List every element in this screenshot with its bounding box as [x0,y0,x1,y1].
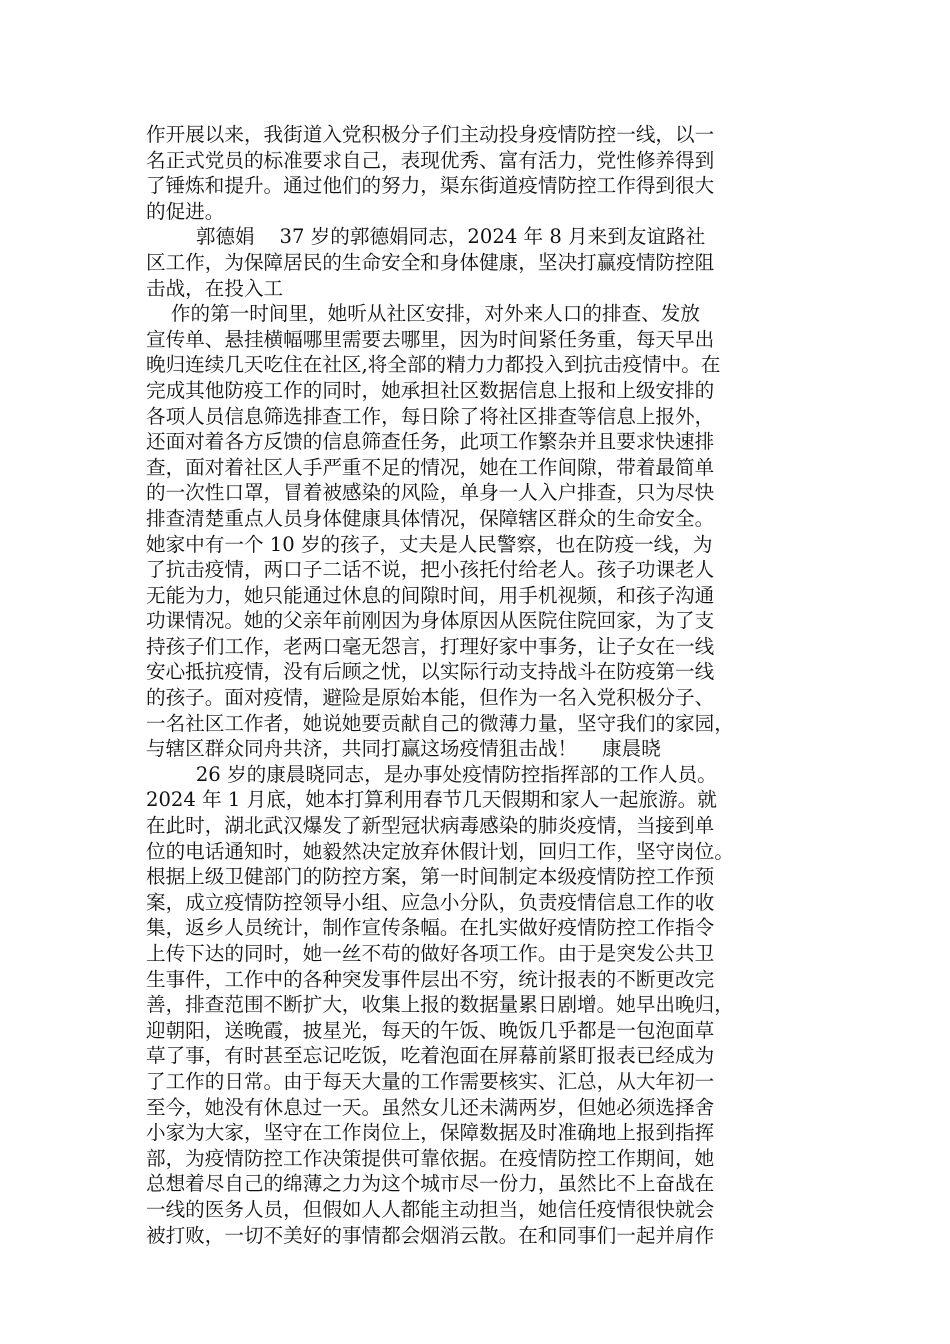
text-line: 查，面对着社区人手严重不足的情况，她在工作间隙，带着最简单 [146,455,715,479]
text-line: 的促进。 [146,199,225,223]
text-line: 被打败，一切不美好的事情都会烟消云散。在和同事们一起并肩作 [146,1223,715,1247]
text-line: 作的第一时间里，她听从社区安排，对外来人口的排查、发放 [146,302,700,326]
text-line: 晚归连续几天吃住在社区,将全部的精力力都投入到抗击疫情中。在 [146,353,721,377]
text-line: 部，为疫情防控工作决策提供可靠依据。在疫情防控工作期间，她 [146,1146,715,1170]
text-line: 一名社区工作者，她说她要贡献自己的微薄力量，坚守我们的家园， [146,711,734,735]
text-line: 安心抵抗疫情，没有后顾之忧，以实际行动支持战斗在防疫第一线 [146,660,715,684]
text-line: 集，返乡人员统计，制作宣传条幅。在扎实做好疫情防控工作指令 [146,916,715,940]
text-line: 郭德娟 37 岁的郭德娟同志，2024 年 8 月来到友谊路社 [146,225,706,249]
text-line: 无能为力，她只能通过休息的间隙时间，用手机视频，和孩子沟通 [146,583,715,607]
text-line: 生事件，工作中的各种突发事件层出不穷，统计报表的不断更改完 [146,967,715,991]
text-line: 一线的医务人员，但假如人人都能主动担当，她信任疫情很快就会 [146,1197,715,1221]
text-line: 位的电话通知时，她毅然决定放弃休假计划，回归工作，坚守岗位。 [146,839,734,863]
text-line: 至今，她没有休息过一天。虽然女儿还未满两岁，但她必须选择舍 [146,1095,715,1119]
text-line: 持孩子们工作，老两口毫无怨言，打理好家中事务，让子女在一线 [146,634,715,658]
text-line: 案，成立疫情防控领导小组、应急小分队，负责疫情信息工作的收 [146,890,715,914]
text-line: 小家为大家，坚守在工作岗位上，保障数据及时准确地上报到指挥 [146,1121,715,1145]
body-text [146,122,826,1248]
text-line: 区工作，为保障居民的生命安全和身体健康，坚决打赢疫情防控阻 [146,250,715,274]
text-line: 与辖区群众同舟共济，共同打赢这场疫情狙击战！ 康晨晓 [146,737,661,761]
text-line: 2024 年 1 月底，她本打算利用春节几天假期和家人一起旅游。就 [146,788,717,812]
text-line: 了工作的日常。由于每天大量的工作需要核实、汇总，从大年初一 [146,1069,715,1093]
text-line: 了锤炼和提升。通过他们的努力，渠东街道疫情防控工作得到很大 [146,174,715,198]
text-line: 在此时，湖北武汉爆发了新型冠状病毒感染的肺炎疫情，当接到单 [146,814,715,838]
text-line: 的孩子。面对疫情，避险是原始本能，但作为一名入党积极分子、 [146,686,715,710]
text-line: 完成其他防疫工作的同时，她承担社区数据信息上报和上级安排的 [146,378,715,402]
text-line: 总想着尽自己的绵薄之力为这个城市尽一份力，虽然比不上奋战在 [146,1172,715,1196]
text-line: 各项人员信息筛选排查工作，每日除了将社区排查等信息上报外， [146,404,715,428]
text-line: 的一次性口罩，冒着被感染的风险，单身一人入户排查，只为尽快 [146,481,715,505]
text-line: 迎朝阳，送晚霞，披星光，每天的午饭、晚饭几乎都是一包泡面草 [146,1018,715,1042]
text-line: 排查清楚重点人员身体健康具体情况，保障辖区群众的生命安全。 [146,506,715,530]
text-line: 根据上级卫健部门的防控方案，第一时间制定本级疫情防控工作预 [146,865,715,889]
text-line: 上传下达的同时，她一丝不苟的做好各项工作。由于是突发公共卫 [146,942,715,965]
text-line: 了抗击疫情，两口子二话不说，把小孩托付给老人。孩子功课老人 [146,558,715,582]
text-line: 她家中有一个 10 岁的孩子，丈夫是人民警察，也在防疫一线，为 [146,532,713,556]
text-line: 还面对着各方反馈的信息筛查任务，此项工作繁杂并且要求快速排 [146,430,715,454]
text-line: 宣传单、悬挂横幅哪里需要去哪里，因为时间紧任务重，每天早出 [146,327,715,351]
text-line: 作开展以来，我街道入党积极分子们主动投身疫情防控一线，以一 [146,123,715,146]
text-line: 名正式党员的标准要求自己，表现优秀、富有活力，党性修养得到 [146,148,715,172]
text-line: 功课情况。她的父亲年前刚因为身体原因从医院住院回家，为了支 [146,609,715,633]
text-line: 击战，在投入工 [146,276,284,300]
text-line: 草了事，有时甚至忘记吃饭，吃着泡面在屏幕前紧盯报表已经成为 [146,1044,715,1068]
text-line: 26 岁的康晨晓同志，是办事处疫情防控指挥部的工作人员。 [146,762,717,786]
text-line: 善，排查范围不断扩大，收集上报的数据量累日剧增。她早出晚归， [146,993,734,1017]
